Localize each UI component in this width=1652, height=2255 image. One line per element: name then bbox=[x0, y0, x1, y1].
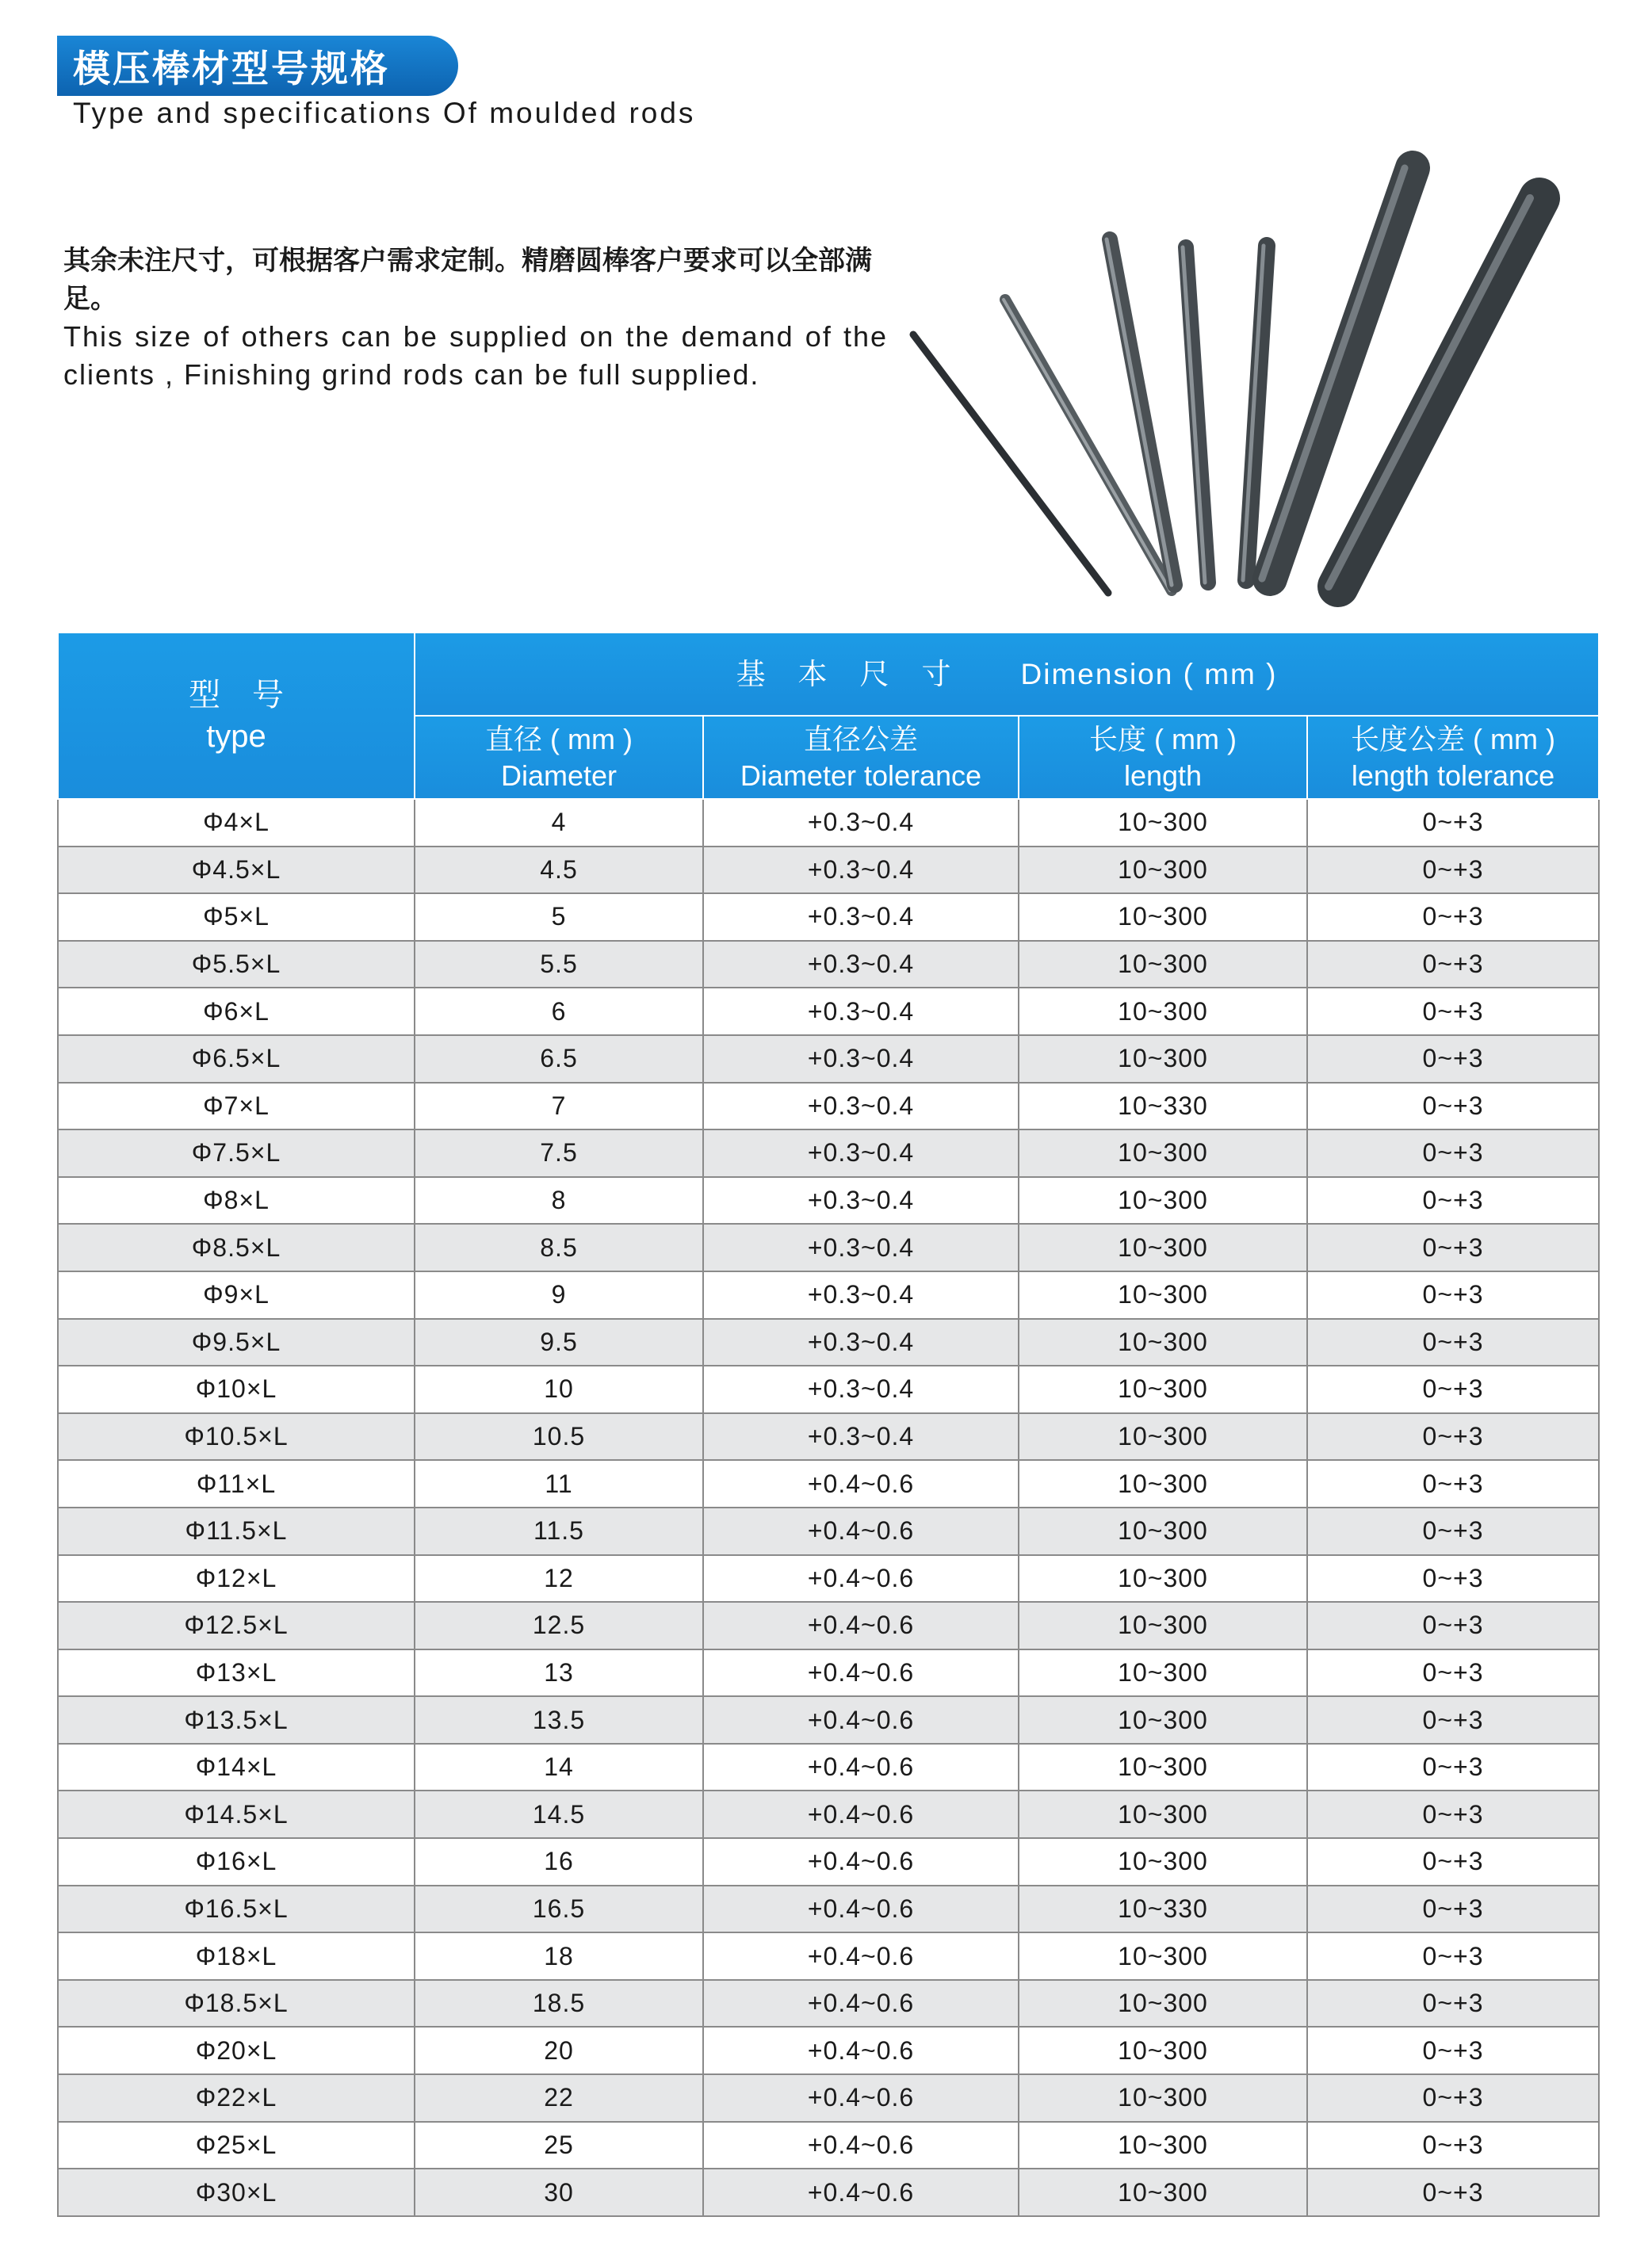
cell-length-tolerance: 0~+3 bbox=[1307, 2169, 1599, 2216]
cell-length: 10~300 bbox=[1019, 1035, 1307, 1083]
cell-diameter-tolerance: +0.3~0.4 bbox=[703, 1035, 1019, 1083]
cell-length-tolerance: 0~+3 bbox=[1307, 1649, 1599, 1697]
cell-length: 10~300 bbox=[1019, 1319, 1307, 1366]
cell-type: Φ13.5×L bbox=[58, 1696, 415, 1744]
cell-diameter-tolerance: +0.4~0.6 bbox=[703, 1602, 1019, 1649]
cell-length: 10~300 bbox=[1019, 893, 1307, 941]
table-row bbox=[58, 2169, 1599, 2216]
table-row bbox=[58, 1224, 1599, 1271]
cell-diameter: 22 bbox=[415, 2074, 703, 2122]
table-row bbox=[58, 2122, 1599, 2169]
cell-diameter-tolerance: +0.4~0.6 bbox=[703, 1980, 1019, 2028]
header-dimension-en: Dimension ( mm ) bbox=[1020, 657, 1278, 690]
cell-length-tolerance: 0~+3 bbox=[1307, 2074, 1599, 2122]
table-row bbox=[58, 893, 1599, 941]
cell-length: 10~300 bbox=[1019, 2027, 1307, 2074]
cell-length: 10~300 bbox=[1019, 2074, 1307, 2122]
cell-diameter: 13.5 bbox=[415, 1696, 703, 1744]
cell-diameter-tolerance: +0.3~0.4 bbox=[703, 1224, 1019, 1271]
cell-diameter: 8.5 bbox=[415, 1224, 703, 1271]
cell-type: Φ11×L bbox=[58, 1460, 415, 1508]
header-type-cn: 型 号 bbox=[189, 678, 284, 713]
cell-diameter: 25 bbox=[415, 2122, 703, 2169]
cell-type: Φ7×L bbox=[58, 1083, 415, 1130]
cell-diameter-tolerance: +0.4~0.6 bbox=[703, 1460, 1019, 1508]
cell-length-tolerance: 0~+3 bbox=[1307, 1932, 1599, 1980]
cell-diameter-tolerance: +0.4~0.6 bbox=[703, 2122, 1019, 2169]
cell-diameter-tolerance: +0.4~0.6 bbox=[703, 1791, 1019, 1838]
cell-type: Φ14.5×L bbox=[58, 1791, 415, 1838]
cell-length: 10~300 bbox=[1019, 2169, 1307, 2216]
cell-length: 10~300 bbox=[1019, 1460, 1307, 1508]
cell-diameter-tolerance: +0.3~0.4 bbox=[703, 799, 1019, 847]
header-length-tolerance-cn: 长度公差 ( mm ) bbox=[1351, 722, 1555, 755]
cell-diameter-tolerance: +0.4~0.6 bbox=[703, 1744, 1019, 1791]
header-length-tolerance-en: length tolerance bbox=[1351, 759, 1555, 792]
cell-length: 10~300 bbox=[1019, 1838, 1307, 1886]
cell-length-tolerance: 0~+3 bbox=[1307, 1413, 1599, 1461]
cell-length: 10~300 bbox=[1019, 1980, 1307, 2028]
cell-diameter: 20 bbox=[415, 2027, 703, 2074]
cell-diameter: 16 bbox=[415, 1838, 703, 1886]
header-length-en: length bbox=[1123, 759, 1203, 792]
cell-length-tolerance: 0~+3 bbox=[1307, 799, 1599, 847]
header-length-cn: 长度 ( mm ) bbox=[1089, 722, 1237, 755]
cell-type: Φ20×L bbox=[58, 2027, 415, 2074]
cell-diameter-tolerance: +0.3~0.4 bbox=[703, 1319, 1019, 1366]
cell-length-tolerance: 0~+3 bbox=[1307, 1319, 1599, 1366]
header-diameter-en: Diameter bbox=[500, 759, 618, 792]
table-row bbox=[58, 1744, 1599, 1791]
table-row bbox=[58, 1319, 1599, 1366]
cell-diameter: 4.5 bbox=[415, 847, 703, 894]
table-row bbox=[58, 1696, 1599, 1744]
cell-diameter-tolerance: +0.4~0.6 bbox=[703, 1555, 1019, 1603]
cell-length: 10~330 bbox=[1019, 1886, 1307, 1933]
cell-type: Φ25×L bbox=[58, 2122, 415, 2169]
cell-length-tolerance: 0~+3 bbox=[1307, 941, 1599, 988]
cell-diameter: 12.5 bbox=[415, 1602, 703, 1649]
cell-diameter: 18 bbox=[415, 1932, 703, 1980]
cell-length: 10~300 bbox=[1019, 2122, 1307, 2169]
cell-length: 10~330 bbox=[1019, 1083, 1307, 1130]
cell-length: 10~300 bbox=[1019, 1791, 1307, 1838]
table-row bbox=[58, 1649, 1599, 1697]
page-title-banner bbox=[57, 36, 458, 96]
cell-diameter-tolerance: +0.3~0.4 bbox=[703, 847, 1019, 894]
table-row bbox=[58, 1791, 1599, 1838]
cell-diameter: 5.5 bbox=[415, 941, 703, 988]
table-row bbox=[58, 1980, 1599, 2028]
cell-type: Φ8.5×L bbox=[58, 1224, 415, 1271]
cell-type: Φ4.5×L bbox=[58, 847, 415, 894]
cell-length-tolerance: 0~+3 bbox=[1307, 1602, 1599, 1649]
cell-diameter: 9.5 bbox=[415, 1319, 703, 1366]
cell-length-tolerance: 0~+3 bbox=[1307, 1508, 1599, 1555]
cell-length-tolerance: 0~+3 bbox=[1307, 1980, 1599, 2028]
header-length bbox=[1019, 716, 1307, 799]
cell-diameter: 12 bbox=[415, 1555, 703, 1603]
page-title-cn: 模压棒材型号规格 bbox=[73, 47, 390, 91]
cell-diameter-tolerance: +0.3~0.4 bbox=[703, 1177, 1019, 1225]
cell-length-tolerance: 0~+3 bbox=[1307, 1224, 1599, 1271]
table-row bbox=[58, 988, 1599, 1035]
header-dimension-cn: 基 本 尺 寸 bbox=[736, 657, 953, 690]
cell-diameter: 6 bbox=[415, 988, 703, 1035]
cell-diameter-tolerance: +0.4~0.6 bbox=[703, 1508, 1019, 1555]
header-dimension bbox=[415, 633, 1599, 716]
cell-length: 10~300 bbox=[1019, 1129, 1307, 1177]
cell-length-tolerance: 0~+3 bbox=[1307, 1838, 1599, 1886]
cell-type: Φ18.5×L bbox=[58, 1980, 415, 2028]
cell-diameter: 11 bbox=[415, 1460, 703, 1508]
cell-diameter: 14 bbox=[415, 1744, 703, 1791]
cell-length: 10~300 bbox=[1019, 941, 1307, 988]
cell-type: Φ13×L bbox=[58, 1649, 415, 1697]
cell-length-tolerance: 0~+3 bbox=[1307, 1271, 1599, 1319]
table-row bbox=[58, 799, 1599, 847]
cell-diameter-tolerance: +0.4~0.6 bbox=[703, 1838, 1019, 1886]
cell-diameter-tolerance: +0.3~0.4 bbox=[703, 1366, 1019, 1413]
rod-4 bbox=[1183, 247, 1208, 583]
cell-diameter: 18.5 bbox=[415, 1980, 703, 2028]
cell-length: 10~300 bbox=[1019, 1366, 1307, 1413]
cell-diameter-tolerance: +0.4~0.6 bbox=[703, 1886, 1019, 1933]
table-row bbox=[58, 1460, 1599, 1508]
table-row bbox=[58, 1886, 1599, 1933]
table-row bbox=[58, 1129, 1599, 1177]
table-row bbox=[58, 941, 1599, 988]
cell-length-tolerance: 0~+3 bbox=[1307, 2027, 1599, 2074]
cell-length: 10~300 bbox=[1019, 1649, 1307, 1697]
cell-type: Φ4×L bbox=[58, 799, 415, 847]
rod-5 bbox=[1243, 246, 1267, 580]
intro-text-en: This size of others can be supplied on the demand of the clients , Finishing grind rods can be full supplied. bbox=[63, 320, 888, 391]
cell-type: Φ10×L bbox=[58, 1366, 415, 1413]
cell-diameter: 10 bbox=[415, 1366, 703, 1413]
cell-length: 10~300 bbox=[1019, 799, 1307, 847]
cell-diameter-tolerance: +0.3~0.4 bbox=[703, 1129, 1019, 1177]
cell-type: Φ7.5×L bbox=[58, 1129, 415, 1177]
cell-length-tolerance: 0~+3 bbox=[1307, 988, 1599, 1035]
table-row bbox=[58, 847, 1599, 894]
cell-diameter: 11.5 bbox=[415, 1508, 703, 1555]
cell-length-tolerance: 0~+3 bbox=[1307, 1177, 1599, 1225]
header-diameter-tolerance-en: Diameter tolerance bbox=[740, 759, 982, 792]
table-row bbox=[58, 2027, 1599, 2074]
cell-diameter: 6.5 bbox=[415, 1035, 703, 1083]
cell-type: Φ11.5×L bbox=[58, 1508, 415, 1555]
cell-type: Φ22×L bbox=[58, 2074, 415, 2122]
cell-length: 10~300 bbox=[1019, 1602, 1307, 1649]
cell-length-tolerance: 0~+3 bbox=[1307, 1460, 1599, 1508]
cell-type: Φ9.5×L bbox=[58, 1319, 415, 1366]
table-row bbox=[58, 1932, 1599, 1980]
cell-type: Φ9×L bbox=[58, 1271, 415, 1319]
cell-diameter-tolerance: +0.4~0.6 bbox=[703, 2027, 1019, 2074]
cell-type: Φ18×L bbox=[58, 1932, 415, 1980]
cell-length-tolerance: 0~+3 bbox=[1307, 1035, 1599, 1083]
cell-diameter-tolerance: +0.3~0.4 bbox=[703, 893, 1019, 941]
cell-length: 10~300 bbox=[1019, 1555, 1307, 1603]
cell-diameter: 8 bbox=[415, 1177, 703, 1225]
cell-type: Φ5×L bbox=[58, 893, 415, 941]
cell-diameter: 10.5 bbox=[415, 1413, 703, 1461]
cell-length: 10~300 bbox=[1019, 1696, 1307, 1744]
cell-type: Φ6×L bbox=[58, 988, 415, 1035]
table-row bbox=[58, 1602, 1599, 1649]
header-type bbox=[58, 633, 415, 799]
cell-type: Φ12.5×L bbox=[58, 1602, 415, 1649]
cell-length: 10~300 bbox=[1019, 1271, 1307, 1319]
rod-7 bbox=[1329, 198, 1539, 587]
cell-diameter-tolerance: +0.3~0.4 bbox=[703, 1413, 1019, 1461]
cell-length-tolerance: 0~+3 bbox=[1307, 2122, 1599, 2169]
cell-length: 10~300 bbox=[1019, 1932, 1307, 1980]
cell-length-tolerance: 0~+3 bbox=[1307, 1129, 1599, 1177]
table-row bbox=[58, 1177, 1599, 1225]
cell-type: Φ10.5×L bbox=[58, 1413, 415, 1461]
cell-length-tolerance: 0~+3 bbox=[1307, 847, 1599, 894]
cell-length: 10~300 bbox=[1019, 847, 1307, 894]
rod-1 bbox=[913, 334, 1108, 593]
cell-diameter-tolerance: +0.3~0.4 bbox=[703, 988, 1019, 1035]
cell-length-tolerance: 0~+3 bbox=[1307, 893, 1599, 941]
header-diameter-tolerance bbox=[703, 716, 1019, 799]
cell-diameter: 14.5 bbox=[415, 1791, 703, 1838]
header-diameter bbox=[415, 716, 703, 799]
cell-type: Φ8×L bbox=[58, 1177, 415, 1225]
header-length-tolerance bbox=[1307, 716, 1599, 799]
cell-length-tolerance: 0~+3 bbox=[1307, 1886, 1599, 1933]
intro-text-cn: 其余未注尺寸，可根据客户需求定制。精磨圆棒客户要求可以全部满足。 bbox=[63, 245, 872, 315]
table-row bbox=[58, 1508, 1599, 1555]
table-row bbox=[58, 1083, 1599, 1130]
table-row bbox=[58, 1838, 1599, 1886]
cell-diameter-tolerance: +0.3~0.4 bbox=[703, 1271, 1019, 1319]
cell-type: Φ16×L bbox=[58, 1838, 415, 1886]
cell-length-tolerance: 0~+3 bbox=[1307, 1366, 1599, 1413]
header-type-en: type bbox=[206, 719, 266, 754]
cell-diameter-tolerance: +0.3~0.4 bbox=[703, 941, 1019, 988]
cell-length-tolerance: 0~+3 bbox=[1307, 1696, 1599, 1744]
cell-type: Φ14×L bbox=[58, 1744, 415, 1791]
spec-table bbox=[57, 632, 1600, 2217]
cell-diameter: 4 bbox=[415, 799, 703, 847]
cell-diameter-tolerance: +0.3~0.4 bbox=[703, 1083, 1019, 1130]
cell-diameter-tolerance: +0.4~0.6 bbox=[703, 2074, 1019, 2122]
cell-diameter: 5 bbox=[415, 893, 703, 941]
cell-diameter-tolerance: +0.4~0.6 bbox=[703, 1649, 1019, 1697]
cell-diameter-tolerance: +0.4~0.6 bbox=[703, 2169, 1019, 2216]
page-title-en: Type and specifications Of moulded rods bbox=[73, 97, 696, 129]
header-diameter-cn: 直径 ( mm ) bbox=[485, 722, 633, 755]
cell-diameter-tolerance: +0.4~0.6 bbox=[703, 1932, 1019, 1980]
table-row bbox=[58, 1555, 1599, 1603]
cell-length: 10~300 bbox=[1019, 1177, 1307, 1225]
cell-length-tolerance: 0~+3 bbox=[1307, 1744, 1599, 1791]
table-row bbox=[58, 1035, 1599, 1083]
cell-diameter: 7 bbox=[415, 1083, 703, 1130]
cell-type: Φ5.5×L bbox=[58, 941, 415, 988]
cell-length: 10~300 bbox=[1019, 1744, 1307, 1791]
cell-diameter: 30 bbox=[415, 2169, 703, 2216]
table-row bbox=[58, 1271, 1599, 1319]
intro-block bbox=[63, 242, 888, 394]
cell-length: 10~300 bbox=[1019, 988, 1307, 1035]
cell-length-tolerance: 0~+3 bbox=[1307, 1791, 1599, 1838]
table-row bbox=[58, 2074, 1599, 2122]
table-row bbox=[58, 1413, 1599, 1461]
cell-length: 10~300 bbox=[1019, 1508, 1307, 1555]
header-diameter-tolerance-cn: 直径公差 bbox=[803, 722, 918, 755]
cell-type: Φ16.5×L bbox=[58, 1886, 415, 1933]
cell-length: 10~300 bbox=[1019, 1413, 1307, 1461]
cell-type: Φ12×L bbox=[58, 1555, 415, 1603]
table-row bbox=[58, 1366, 1599, 1413]
cell-length: 10~300 bbox=[1019, 1224, 1307, 1271]
spec-table-body bbox=[58, 799, 1599, 2216]
cell-length-tolerance: 0~+3 bbox=[1307, 1083, 1599, 1130]
cell-type: Φ30×L bbox=[58, 2169, 415, 2216]
cell-type: Φ6.5×L bbox=[58, 1035, 415, 1083]
cell-diameter: 7.5 bbox=[415, 1129, 703, 1177]
photo-rods-icon bbox=[888, 151, 1585, 618]
cell-diameter: 16.5 bbox=[415, 1886, 703, 1933]
cell-diameter: 9 bbox=[415, 1271, 703, 1319]
cell-diameter-tolerance: +0.4~0.6 bbox=[703, 1696, 1019, 1744]
cell-diameter: 13 bbox=[415, 1649, 703, 1697]
cell-length-tolerance: 0~+3 bbox=[1307, 1555, 1599, 1603]
